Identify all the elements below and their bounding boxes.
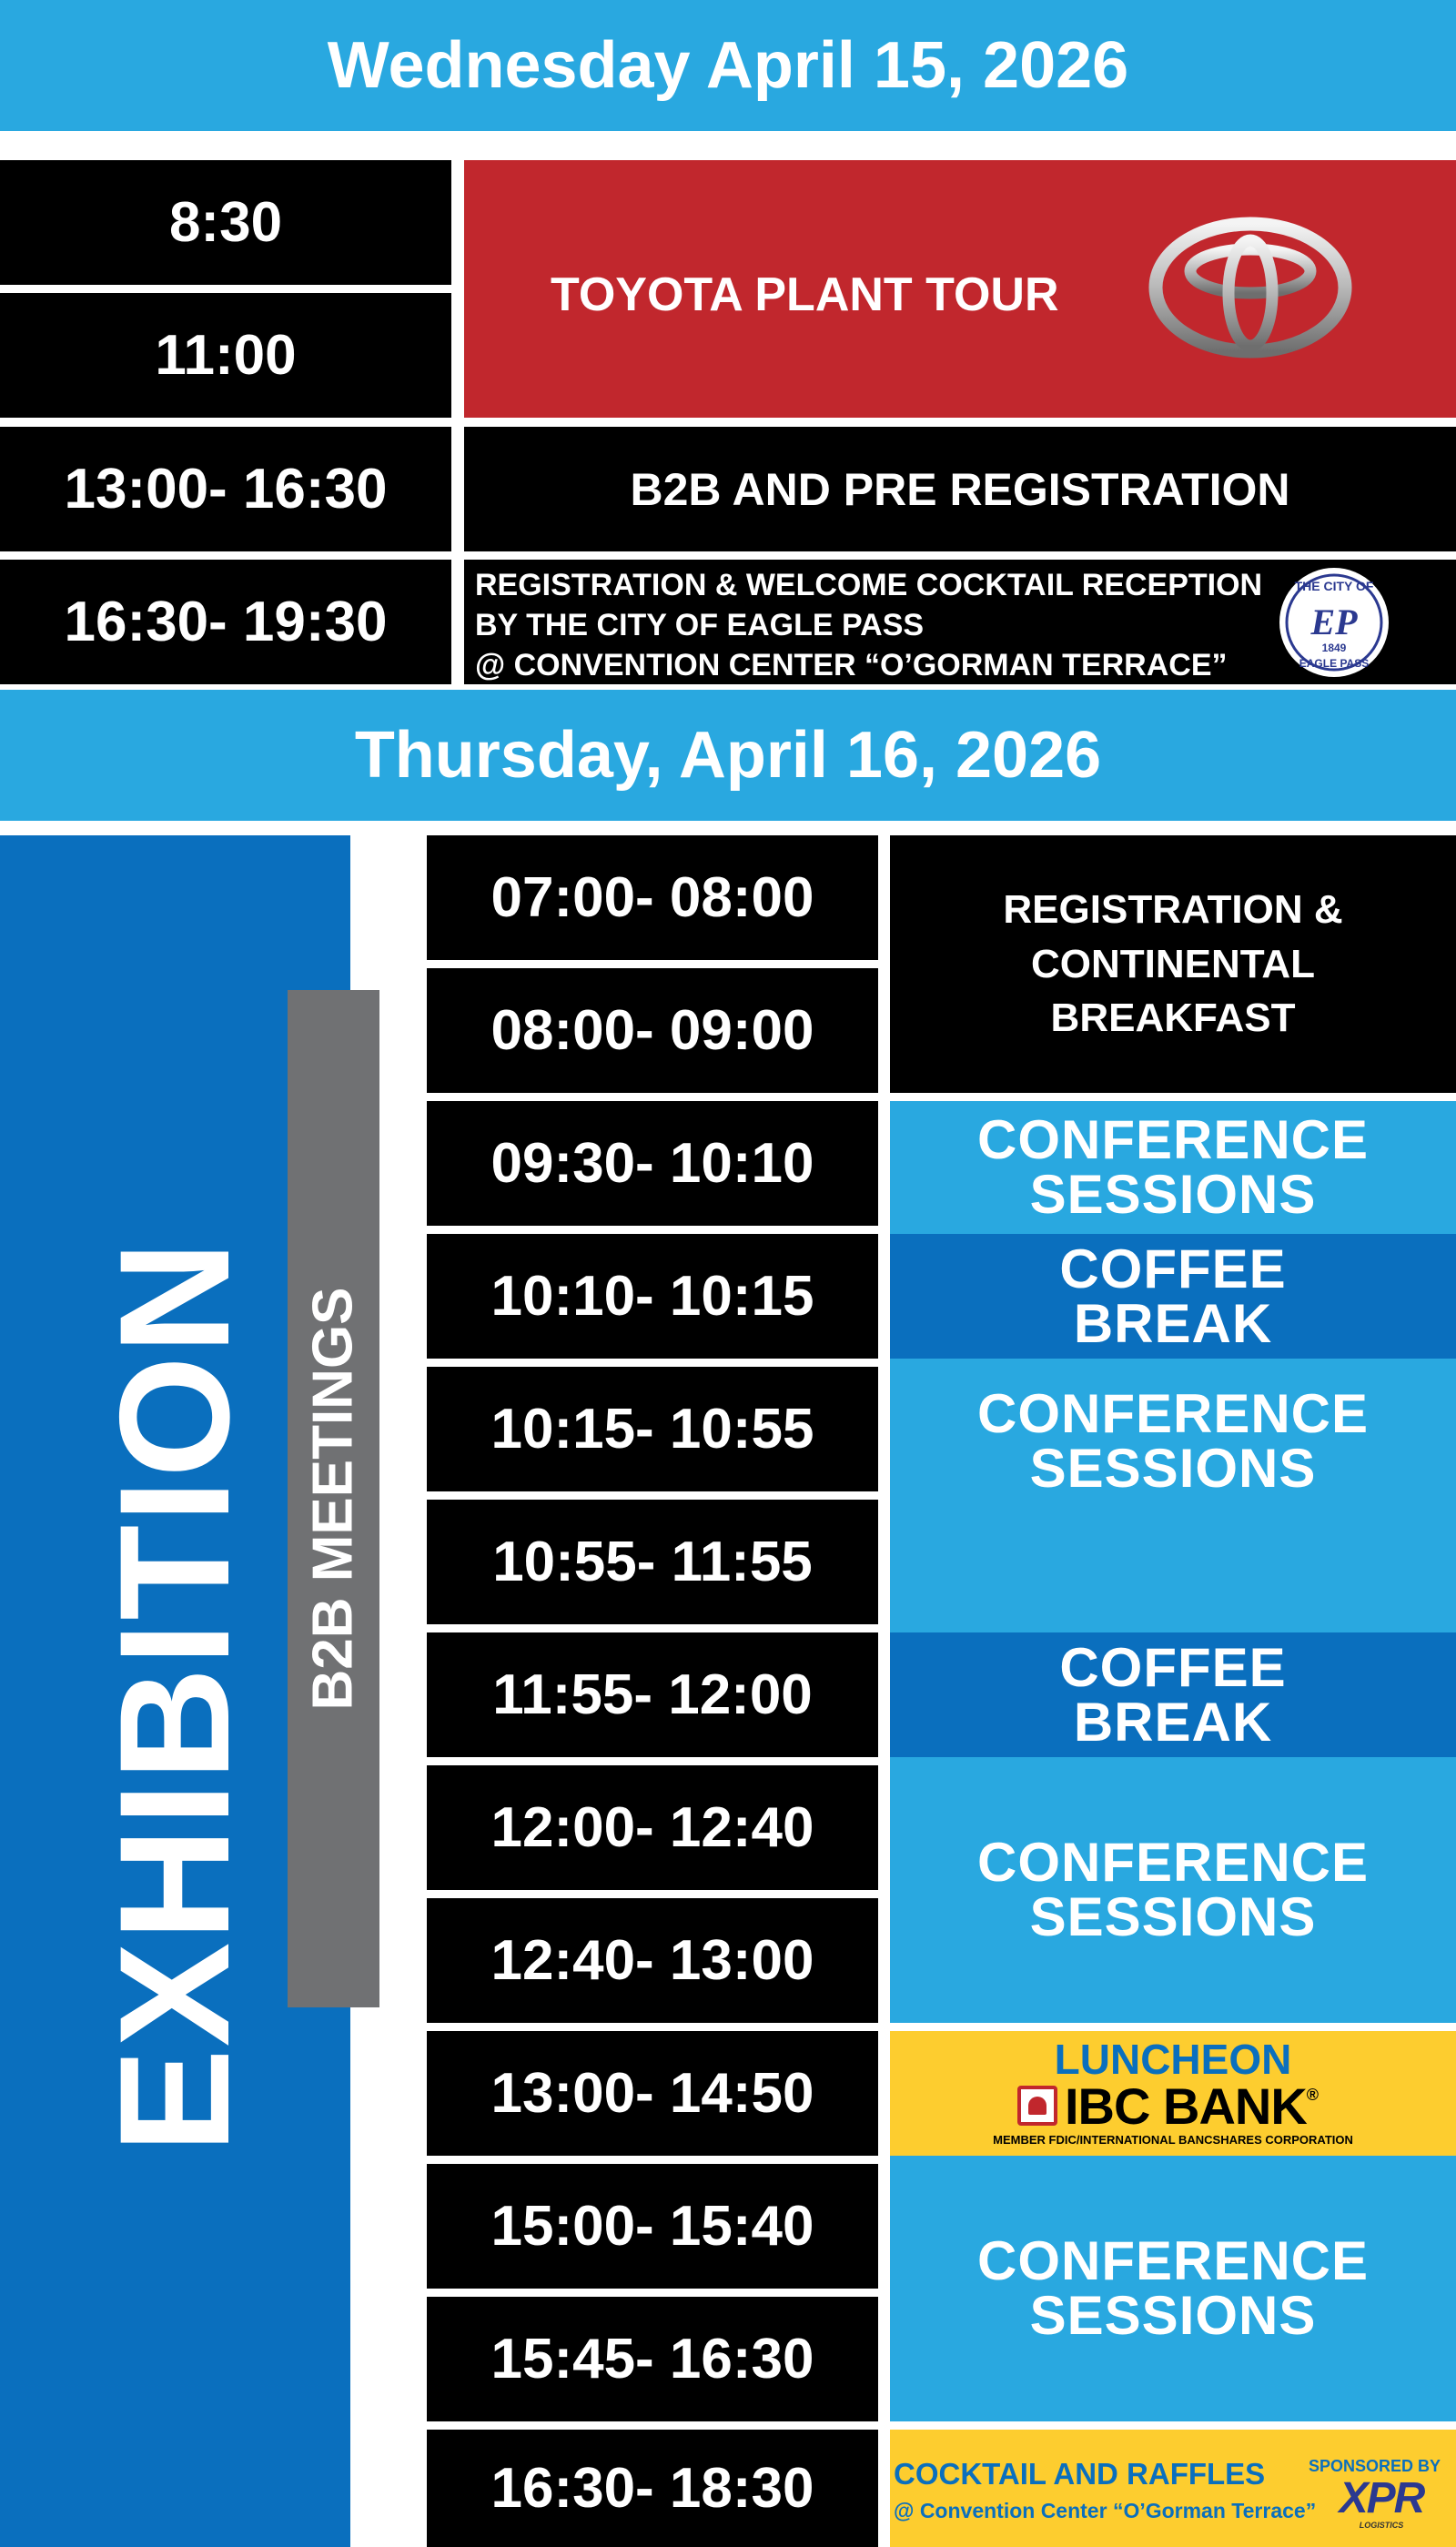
day2-time-7: 11:55- 12:00: [427, 1632, 878, 1757]
b2b-meetings-bar: [288, 990, 379, 2007]
day2-time-12: 15:45- 16:30: [427, 2297, 878, 2421]
svg-text:EP: EP: [1310, 601, 1358, 642]
day1-date-header: [0, 0, 1456, 131]
day2-time-5: 10:15- 10:55: [427, 1367, 878, 1491]
b2b-pre-registration-label: B2B AND PRE REGISTRATION: [630, 463, 1290, 515]
day1-time-4: 16:30- 19:30: [0, 560, 451, 684]
cocktail-raffles-block: [890, 2430, 1456, 2547]
day2-time-1: 07:00- 08:00: [427, 835, 878, 960]
day1-time-3: 13:00- 16:30: [0, 427, 451, 551]
day2-time-3: 09:30- 10:10: [427, 1101, 878, 1226]
day1-time-1: 8:30: [0, 160, 451, 285]
welcome-reception-block: [464, 560, 1456, 684]
sponsored-by-label: SPONSORED BY: [1309, 2457, 1441, 2475]
day2-time-9: 12:40- 13:00: [427, 1898, 878, 2023]
xpr-logistics-logo: [1318, 2474, 1445, 2541]
coffee-break-2: COFFEE BREAK: [890, 1632, 1456, 1757]
ibc-eagle-icon: [1017, 2086, 1057, 2126]
day2-date: Thursday, April 16, 2026: [354, 719, 1102, 792]
day2-date-header: [0, 690, 1456, 821]
svg-text:1849: 1849: [1321, 642, 1347, 654]
svg-text:EAGLE PASS: EAGLE PASS: [1299, 657, 1370, 670]
toyota-plant-tour-block: [464, 160, 1456, 418]
day1-time-2: 11:00: [0, 293, 451, 418]
b2b-meetings-label: B2B MEETINGS: [301, 1287, 365, 1711]
xpr-logo-text: XPR: [1339, 2474, 1424, 2522]
day1-date: Wednesday April 15, 2026: [327, 29, 1129, 102]
day2-time-6: 10:55- 11:55: [427, 1500, 878, 1624]
coffee-break-1: COFFEE BREAK: [890, 1234, 1456, 1359]
day2-time-10: 13:00- 14:50: [427, 2031, 878, 2156]
day2-time-13: 16:30- 18:30: [427, 2430, 878, 2547]
toyota-plant-tour-label: TOYOTA PLANT TOUR: [551, 268, 1059, 321]
toyota-logo-icon: [1148, 215, 1353, 360]
day2-time-8: 12:00- 12:40: [427, 1765, 878, 1890]
ibc-bank-name: IBC BANK: [1065, 2077, 1307, 2135]
conference-sessions-4: CONFERENCE SESSIONS: [890, 2156, 1456, 2421]
welcome-reception-text: REGISTRATION & WELCOME COCKTAIL RECEPTION BY THE CITY OF EAGLE PASS @ CONVENTION CENTER “O’GORMAN TERRACE”: [475, 568, 1263, 683]
luncheon-ibc-bank-block: [890, 2031, 1456, 2156]
b2b-pre-registration-block: [464, 427, 1456, 551]
luncheon-title: LUNCHEON: [1054, 2036, 1292, 2083]
eagle-pass-city-seal-icon: [1277, 565, 1391, 680]
ibc-member-fdic: MEMBER FDIC/INTERNATIONAL BANCSHARES CORPORATION: [993, 2133, 1353, 2147]
cocktail-subtitle: @ Convention Center “O’Gorman Terrace”: [894, 2499, 1317, 2522]
conference-sessions-1: CONFERENCE SESSIONS: [890, 1101, 1456, 1234]
conference-sessions-2: CONFERENCE SESSIONS: [890, 1359, 1456, 1632]
day2-time-4: 10:10- 10:15: [427, 1234, 878, 1359]
xpr-logo-sub: LOGISTICS: [1359, 2521, 1404, 2530]
ibc-bank-logo: [1017, 2077, 1320, 2135]
cocktail-title: COCKTAIL AND RAFFLES: [894, 2457, 1266, 2491]
conference-sessions-3: CONFERENCE SESSIONS: [890, 1757, 1456, 2023]
registration-breakfast-block: REGISTRATION & CONTINENTAL BREAKFAST: [890, 835, 1456, 1093]
day2-time-11: 15:00- 15:40: [427, 2164, 878, 2289]
exhibition-label: EXHIBITION: [87, 1238, 262, 2154]
ibc-registered-mark: ®: [1306, 2086, 1320, 2104]
svg-text:THE CITY OF: THE CITY OF: [1294, 579, 1374, 593]
day2-time-2: 08:00- 09:00: [427, 968, 878, 1093]
